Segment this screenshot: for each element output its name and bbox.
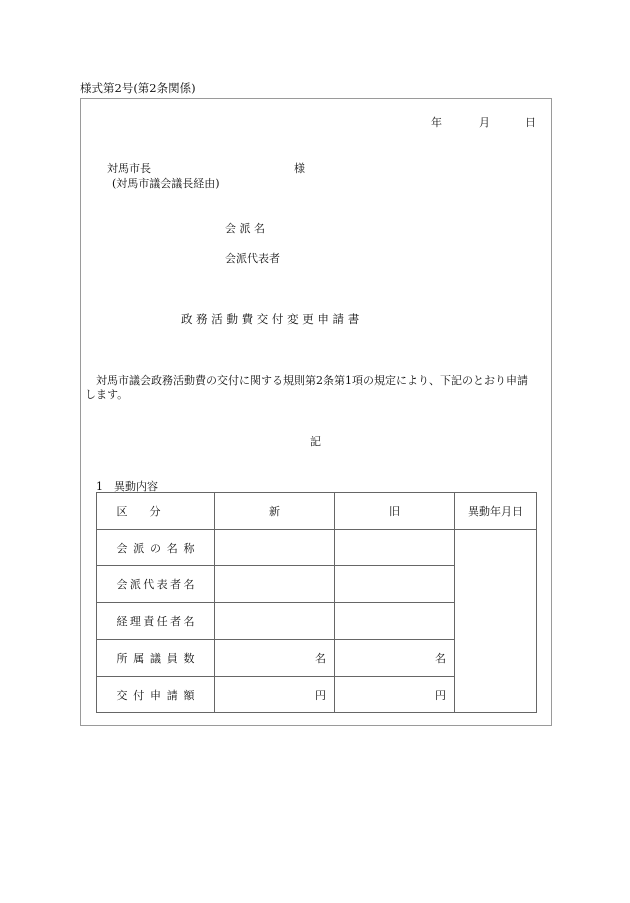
date-day: 日 <box>525 116 536 129</box>
row-label-char: 責 <box>143 615 155 628</box>
header-category <box>97 493 215 530</box>
row-label-char: 請 <box>166 688 178 702</box>
representative-label: 会派代表者 <box>225 252 280 265</box>
row-label-char: 称 <box>183 541 195 555</box>
row-label-char: 経 <box>116 615 128 628</box>
document-title: 政 務 活 動 費 交 付 変 更 申 請 書 <box>181 312 360 326</box>
row-label-char: 議 <box>150 652 161 665</box>
date-year: 年 <box>431 116 442 129</box>
cell-new[interactable] <box>215 566 335 603</box>
header-date: 異動年月日 <box>455 493 537 530</box>
addressee-via: (対馬市議会議長経由) <box>112 177 220 190</box>
change-table <box>96 492 537 713</box>
row-label <box>97 530 215 566</box>
form-id: 様式第2号(第2条関係) <box>80 81 196 95</box>
row-label <box>97 603 215 640</box>
addressee-name: 対馬市長 <box>107 162 151 175</box>
cell-old[interactable]: 名 <box>335 640 455 677</box>
row-label-char: 任 <box>156 615 168 628</box>
cell-new[interactable] <box>215 603 335 640</box>
row-label-char: 表 <box>156 578 168 591</box>
row-label-char: 付 <box>133 688 145 702</box>
row-label-char: 申 <box>150 688 161 702</box>
table-header-row <box>97 493 537 530</box>
ki-heading: 記 <box>310 435 321 448</box>
row-label-char: 派 <box>129 578 141 591</box>
row-label <box>97 566 215 603</box>
row-label-char: の <box>150 541 161 555</box>
cell-new[interactable]: 名 <box>215 640 335 677</box>
header-new: 新 <box>215 493 335 530</box>
row-label-char: 員 <box>166 652 178 665</box>
row-label-char: 名 <box>166 541 178 555</box>
cell-old[interactable] <box>335 603 455 640</box>
cell-old[interactable] <box>335 530 455 566</box>
cell-new[interactable] <box>215 530 335 566</box>
row-label-char: 派 <box>133 541 145 555</box>
row-label-char: 数 <box>183 652 195 665</box>
row-label-char: 額 <box>183 688 195 702</box>
cell-old[interactable]: 円 <box>335 677 455 713</box>
header-old: 旧 <box>335 493 455 530</box>
faction-name-label: 会 派 名 <box>225 222 265 235</box>
row-label-char: 名 <box>183 578 195 591</box>
row-label-char: 名 <box>183 615 195 628</box>
row-label-char: 代 <box>143 578 155 591</box>
table-row <box>97 530 537 566</box>
row-label-char: 所 <box>116 652 128 665</box>
cell-change-date[interactable] <box>455 530 537 713</box>
row-label-char: 者 <box>170 578 182 591</box>
section-1-heading: 1 異動内容 <box>96 480 158 493</box>
row-label-char: 者 <box>170 615 182 628</box>
body-line-2: します。 <box>85 388 129 401</box>
row-label-char: 理 <box>129 615 141 628</box>
row-label-char: 交 <box>116 688 128 702</box>
cell-new[interactable]: 円 <box>215 677 335 713</box>
body-line-1: 対馬市議会政務活動費の交付に関する規則第2条第1項の規定により、下記のとおり申請 <box>96 374 528 387</box>
addressee-honorific: 様 <box>294 162 305 175</box>
row-label-char: 属 <box>133 652 145 665</box>
row-label-char: 会 <box>116 578 128 591</box>
cell-old[interactable] <box>335 566 455 603</box>
row-label-char: 会 <box>116 541 128 555</box>
row-label <box>97 640 215 677</box>
header-category-text: 区 分 <box>116 505 161 518</box>
row-label <box>97 677 215 713</box>
date-month: 月 <box>479 116 490 129</box>
